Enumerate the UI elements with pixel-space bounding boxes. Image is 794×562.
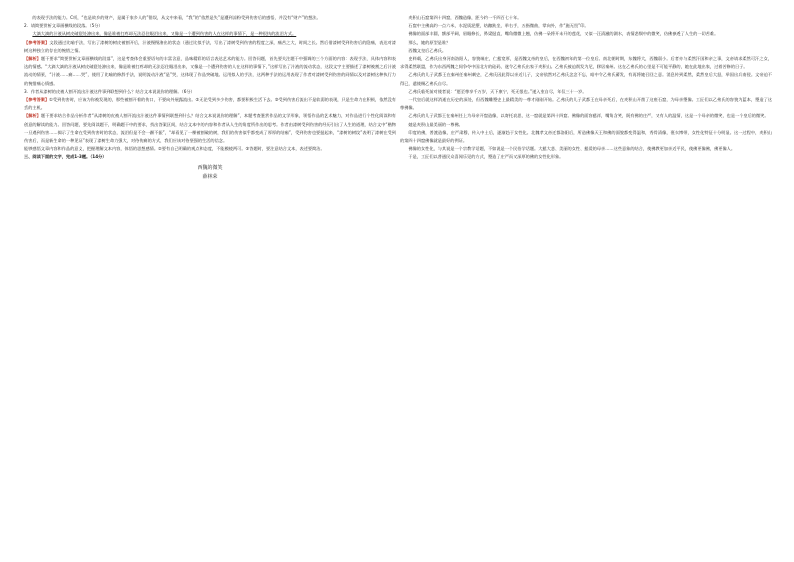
paragraph: 乙弗氏的儿子武都王在秦州任上为母亲开窟造像，以寄托哀思，这一窟就是第四十四窟。佛像的面容慈祥，嘴角含笑，既有佛的庄严，又有人的温情，这是一个母亲的微笑，也是一个皇后的微笑。 [408, 113, 769, 119]
paragraph: 史料载，乙弗氏出身河南洛阳人，容貌端庄，仁慈宽厚，是西魏文帝的皇后，在西魏初年的第一位皇后。南北朝时期，东魏将大，西魏弱小。后者亦与柔然汗国和亲之事，文帝请求柔然可汗之女，求得柔然联盟，作为东西两魏之间争夺中国北方的砝码，遂令乙弗氏出家于麦积山。乙弗氏被迫削发为尼，移居秦州。这在乙弗氏的心里是不可能平静的，她在此地出家，过着苦修的日子。 [400, 56, 772, 70]
paragraph: 的表现手法的能力。C项，“也是故乡的财产，是属于家乡人的”错误，从文中来看，“我”的“依然是失”是遭到凉粉受到伤害后的感悟，并没有“财产”的想法。 [32, 15, 321, 20]
right-column [400, 14, 772, 162]
paragraph: 于是，工匠们以普通民众喜闻乐见的方式，塑造了庄严而又深厚的佛的女性化形象。 [408, 154, 564, 160]
paragraph: 乙弗氏临死前对使者说：“愿至尊享千万岁，天下康宁，死无恨也。”遂入室自尽，年仅三十一岁。 [408, 88, 587, 94]
answer-text: ①受到伤害时，应该为你被发现的，那些被割开着的伤口，不要向外展露流出。②无论受到多少伤害，都要积极生活下去。③受到伤害后流出不是软弱的表现，只是生命力在积极，依然没有丢的主机。 [24, 97, 396, 111]
analysis-text: 题干要求结合作品分析作者“从漆树的皮被人割开流出汁液这件事情到联想到什么？结合文本说说你的理解”，本题考查鉴赏作品的文学形象，领悟作品的艺术魅力，对作品进行个性化阅读和有创意的解读的能力。回答问题，要先阅读题干，明确题干中的要求，找出答案区间，结合文本中的内容和作者从人生的角度所作出的思考。作者由漆树受到伤害的经历引出了人生的道理，结合文中“楷物一旦遇到伤害……揭示了生命在受到伤害时的状态，流泪但是不会一蹶不振”，“却看见了一棵被割破的树，我们的伤害似乎都变成了厚厚的结痂”，受到伤害也要挺起来，“漆树的树纹”表明了漆树在受到伤害后，而是新生命的一种见证”表现了漆树生命力强大，对待伤痛的方式，我们应该对待坚强的生活的信念。 [24, 113, 396, 144]
paragraph: 麦积山石窟第四十四窟，西魏造像，距今约一千四百七十年。 [408, 15, 522, 20]
analysis-3 [24, 112, 396, 145]
analysis-tag: 【解析】 [24, 113, 41, 119]
analysis-text: 题干要求“简要赏析文章画横线的段落”，这是考查体会重要语句的丰富含意，品味精彩的语言表达艺术的能力。回答问题，首先要关注题干中强调的三个方面的内容：表现手法、具体内容和表达的情感。“大滴大滴的汁液从树皮破裂处渗出来，像是谁被打疼却的无法忍住眼泪出来，又像是一个遭到伤害的人在这样的事情下，”这样写出了汁液的流动状态，这段文字主要描述了漆树被割之后汁液流动的情景，“汁液……痛……哭”，使用了比喻的修辞手法，说明流动汁液“是”哭，这体现了作品突破地。运用拟人的手法，这两种手法的运用表现了作者对漆树受到伤害的同情以及对漆树这种执行力的惋惜痛心情感。 [24, 56, 396, 86]
answer-text: 文段通过比喻手法，写出了漆树的树皮被割开后，汁液慢慢渗出的状态（通过比拟手法，写出了漆树受到伤害的程度之深，痛苦之大，时间之长。然后借漆树受到伤害后的隐痛，表达对漆树这种独立的存在的惋惜之情。 [24, 39, 396, 53]
paragraph: 佛像的面部丰圆，额部平阔，眉眼修长，鼻梁挺直，嘴角微微上翘，仿佛一朵将开未开的莲花，又似一汪清澈的湖水，表情悲悯中的微笑，仿佛参透了人生的一切苦难。 [408, 31, 719, 37]
quoted-passage [24, 30, 396, 38]
analysis-3-end: 能够感悟文章内容和作品的意义，把握理解文本内容，体悟的思想感情。②要有自己明确的观点和态度，不能模棱两可。③答题时，要注意结合文本，表述要简洁。 [24, 146, 325, 152]
analysis-tag: 【解析】 [24, 56, 41, 62]
answer-tag: 【参考答案】 [24, 97, 50, 103]
paragraph: 她是麦积山最美丽的一尊佛。 [408, 121, 463, 127]
paragraph: 印度的佛，普渡造像，庄严肃穆，传入中土后，逐渐趋于女性化。北魏孝文帝迁都洛阳后，所造佛像天王和佛的面貌都变得温和，秀骨清像，褒衣博带，女性化特征十分明显。这一过程中，麦积山的第四十四窟佛像就是最好的例证。 [400, 129, 772, 144]
paragraph: 一代皇后就这样消逝在历史的深处，但西魏雕塑史上最精美的一尊才刚刚开始。乙弗氏的儿子武都王在母亲死后，在麦积山开凿了这座石窟，为母亲塑像。工匠们以乙弗氏的容貌为蓝本，塑造了这尊佛像。 [400, 97, 772, 111]
paragraph: 佛像的女性化，与其说是一个宗教学话题，不如说是一个民俗学话题。大慈大悲、美丽的女性、慈爱的母亲……这些意象的结合，使佛教更加亲近平民，使佛更像佛，佛更像人。 [408, 146, 736, 152]
paragraph: 西魏文皇后乙弗氏。 [408, 47, 447, 53]
essay-author: 薛林荣 [202, 173, 218, 180]
answer-tag: 【参考答案】 [24, 39, 50, 45]
question-2: 2．请简要赏析文章画横线的段落。（5分） [24, 23, 103, 29]
underlined-passage: 大滴大滴的汁液从树皮破裂处渗出来，像是谁被打疼却无法忍住眼泪出来，又像是一个遭到伤害的人在这样的事情下， [32, 31, 251, 37]
essay-title: 西魏的微笑 [197, 164, 223, 171]
answer-2 [24, 39, 396, 55]
paragraph: 乙弗氏的儿子武都王在秦州任秦州刺史，乙弗氏因此得以亲近儿子，文帝依然对乙弗氏念念不忘，暗中令乙弗氏蓄发，有再将她召回之意。消息传到柔然，柔然皇后大怒，举国出兵南侵。文帝迫不得已，遣使赐乙弗氏自尽。 [400, 72, 772, 86]
paragraph: 那么，她的原型是谁？ [408, 39, 451, 45]
section-heading: 三、阅读下面的文字，完成1-3题。（14分） [24, 154, 107, 160]
left-column [24, 14, 396, 182]
answer-3 [24, 96, 396, 112]
question-3: 3．作者从漆树的皮被人割开流出汁液这件事到联想到什么？结合文本说说你的理解。（6分） [24, 88, 195, 94]
analysis-2 [24, 55, 396, 88]
underlined-passage-end: 是一种很执的流泪方式。 [250, 31, 297, 37]
paragraph: 石窟中主佛高约一点六米，水泥质泥塑，结跏趺坐，举右手，五指微曲，掌向外，作“施无畏”印。 [408, 23, 589, 29]
